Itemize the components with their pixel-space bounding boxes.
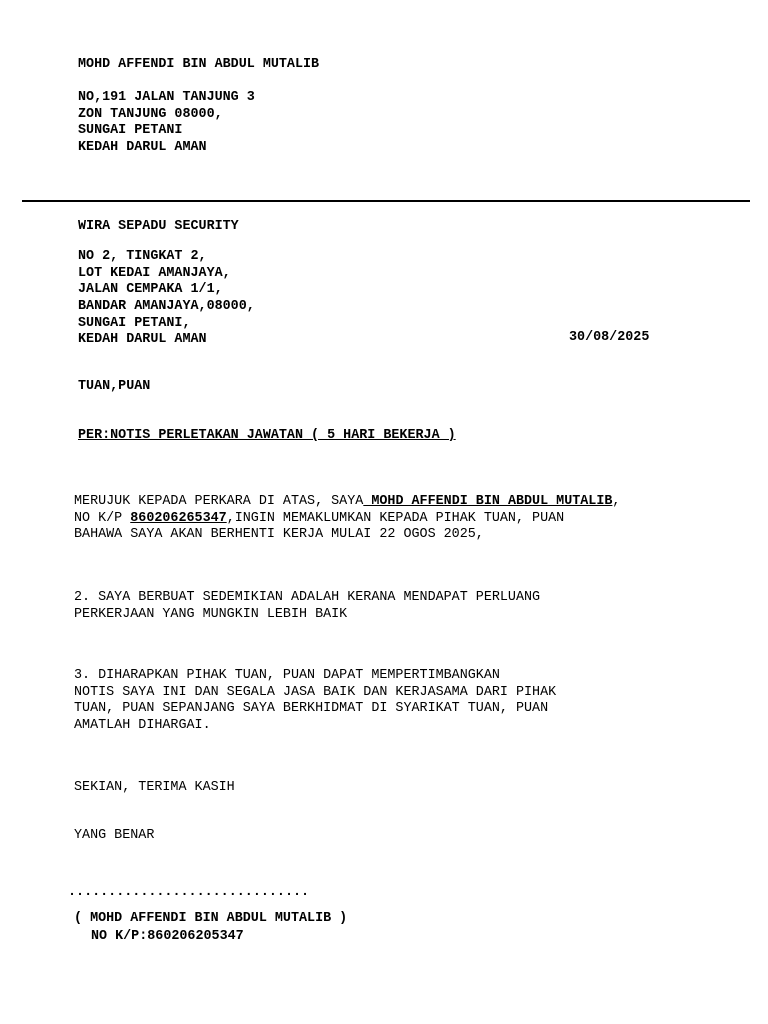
recipient-address-line: JALAN CEMPAKA 1/1, bbox=[78, 282, 223, 297]
sender-address-line: ZON TANJUNG 08000, bbox=[78, 107, 223, 122]
paragraph-1-lead: MERUJUK KEPADA PERKARA DI ATAS, SAYA bbox=[74, 494, 364, 509]
paragraph-3-line: 3. DIHARAPKAN PIHAK TUAN, PUAN DAPAT MEMPERTIMBANGKAN bbox=[74, 668, 500, 683]
writer-name: MOHD AFFENDI BIN ABDUL MUTALIB bbox=[363, 494, 613, 509]
paragraph-2-line: PERKERJAAN YANG MUNGKIN LEBIH BAIK bbox=[74, 607, 348, 622]
paragraph-3-line: NOTIS SAYA INI DAN SEGALA JASA BAIK DAN KERJASAMA DARI PIHAK bbox=[74, 685, 557, 700]
sender-address-line: SUNGAI PETANI bbox=[78, 123, 183, 138]
paragraph-3-line: TUAN, PUAN SEPANJANG SAYA BERKHIDMAT DI SYARIKAT TUAN, PUAN bbox=[74, 701, 549, 716]
signoff-text: YANG BENAR bbox=[74, 828, 155, 843]
recipient-address-line: KEDAH DARUL AMAN bbox=[78, 332, 207, 347]
header-divider bbox=[22, 200, 750, 202]
subject-line: PER:NOTIS PERLETAKAN JAWATAN ( 5 HARI BEKERJA ) bbox=[78, 428, 456, 443]
sender-name: MOHD AFFENDI BIN ABDUL MUTALIB bbox=[78, 57, 320, 72]
paragraph-1-line-3: BAHAWA SAYA AKAN BERHENTI KERJA MULAI 22 OGOS 2025, bbox=[74, 527, 484, 542]
signature-name: ( MOHD AFFENDI BIN ABDUL MUTALIB ) bbox=[74, 911, 348, 926]
recipient-address-line: BANDAR AMANJAYA,08000, bbox=[78, 299, 255, 314]
recipient-address-line: SUNGAI PETANI, bbox=[78, 316, 191, 331]
paragraph-1-line-1 bbox=[74, 494, 620, 511]
sender-address-line: NO,191 JALAN TANJUNG 3 bbox=[78, 90, 255, 105]
paragraph-2-line: 2. SAYA BERBUAT SEDEMIKIAN ADALAH KERANA MENDAPAT PERLUANG bbox=[74, 590, 541, 605]
recipient-address-line: LOT KEDAI AMANJAYA, bbox=[78, 266, 231, 281]
ic-number: 860206265347 bbox=[130, 511, 227, 526]
signature-line: .............................. bbox=[68, 885, 310, 900]
sender-address-line: KEDAH DARUL AMAN bbox=[78, 140, 207, 155]
salutation: TUAN,PUAN bbox=[78, 379, 151, 394]
recipient-name: WIRA SEPADU SECURITY bbox=[78, 219, 239, 234]
recipient-address-line: NO 2, TINGKAT 2, bbox=[78, 249, 207, 264]
paragraph-3-line: AMATLAH DIHARGAI. bbox=[74, 718, 211, 733]
paragraph-1-comma: , bbox=[612, 494, 621, 509]
closing-text: SEKIAN, TERIMA KASIH bbox=[74, 780, 235, 795]
signature-ic: NO K/P:860206205347 bbox=[91, 929, 244, 944]
letter-date: 30/08/2025 bbox=[569, 330, 650, 345]
ic-label: NO K/P bbox=[74, 511, 131, 526]
paragraph-1-line-2-rest: ,INGIN MEMAKLUMKAN KEPADA PIHAK TUAN, PUAN bbox=[226, 511, 565, 526]
paragraph-1-line-2 bbox=[74, 511, 564, 528]
